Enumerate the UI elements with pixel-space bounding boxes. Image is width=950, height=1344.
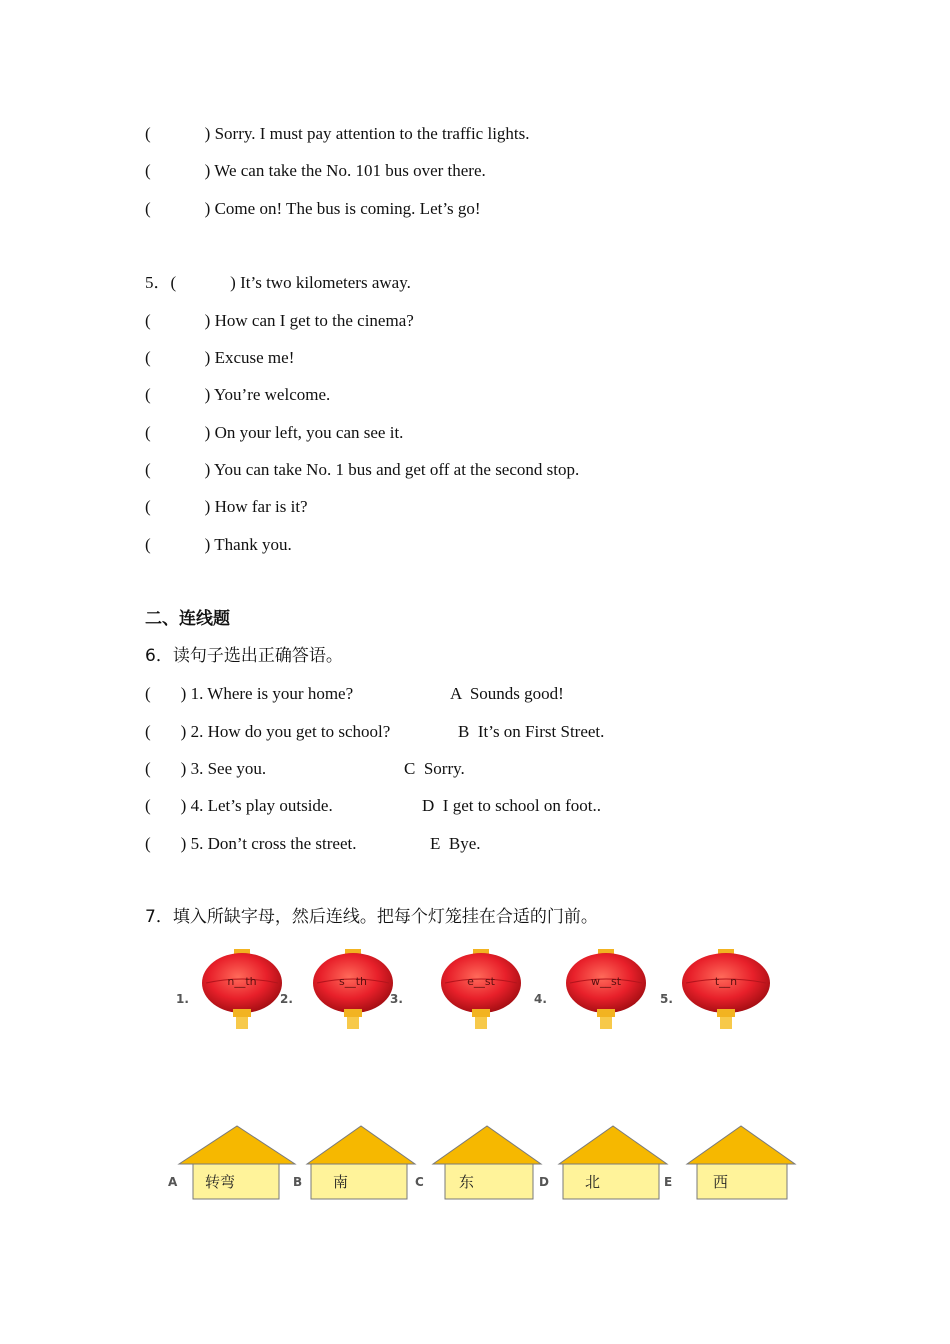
match-answer: B It’s on First Street. bbox=[458, 722, 605, 741]
house bbox=[433, 1126, 541, 1199]
lantern bbox=[441, 949, 521, 1029]
lantern bbox=[313, 949, 393, 1029]
sentence-line: ( ) How far is it? bbox=[145, 497, 308, 516]
house-letter: D bbox=[539, 1175, 549, 1189]
house bbox=[687, 1126, 795, 1199]
lantern-number: 3. bbox=[390, 992, 403, 1006]
match-answer: A Sounds good! bbox=[450, 684, 564, 703]
sentence-line: ( ) Come on! The bus is coming. Let’s go! bbox=[145, 199, 481, 218]
section-title: 二、连线题 bbox=[145, 609, 230, 629]
lantern-word: e__st bbox=[467, 975, 495, 988]
match-question: ( ) 4. Let’s play outside. bbox=[145, 796, 333, 815]
sentence-line: ( ) Excuse me! bbox=[145, 348, 295, 367]
lantern-word: w__st bbox=[590, 975, 622, 988]
house-label: 北 bbox=[585, 1173, 601, 1191]
house-letter: E bbox=[664, 1175, 673, 1189]
q6-instruction: 6．读句子选出正确答语。 bbox=[145, 646, 343, 666]
sentence-line: ( ) Sorry. I must pay attention to the traffic lights. bbox=[145, 124, 530, 143]
sentence-line: ( ) You can take No. 1 bus and get off at the second stop. bbox=[145, 460, 580, 479]
house-label: 转弯 bbox=[205, 1173, 236, 1191]
lantern-word: t__n bbox=[714, 975, 738, 988]
house-label: 西 bbox=[713, 1173, 729, 1191]
match-answer: D I get to school on foot.. bbox=[422, 796, 601, 815]
sentence-line: ( ) On your left, you can see it. bbox=[145, 423, 404, 442]
lantern bbox=[682, 949, 770, 1029]
house-letter: A bbox=[168, 1175, 178, 1189]
lantern-word: n__th bbox=[227, 975, 257, 988]
houses-row bbox=[175, 1124, 805, 1206]
match-question: ( ) 1. Where is your home? bbox=[145, 684, 354, 703]
sentence-line: ( ) You’re welcome. bbox=[145, 385, 331, 404]
house-label: 东 bbox=[459, 1173, 475, 1191]
match-question: ( ) 5. Don’t cross the street. bbox=[145, 834, 357, 853]
house bbox=[179, 1126, 295, 1199]
lantern bbox=[202, 949, 282, 1029]
lantern-number: 1. bbox=[176, 992, 189, 1006]
lantern-word: s__th bbox=[338, 975, 368, 988]
house-letter: C bbox=[415, 1175, 424, 1189]
match-answer: E Bye. bbox=[430, 834, 481, 853]
match-answer: C Sorry. bbox=[404, 759, 465, 778]
house-letter: B bbox=[293, 1175, 303, 1189]
lantern-number: 2. bbox=[280, 992, 293, 1006]
lantern-number: 5. bbox=[660, 992, 673, 1006]
house bbox=[307, 1126, 415, 1199]
q5-first-line: 5．( ) It’s two kilometers away. bbox=[145, 273, 411, 292]
match-question: ( ) 2. How do you get to school? bbox=[145, 722, 391, 741]
lanterns-row bbox=[190, 945, 790, 1035]
match-question: ( ) 3. See you. bbox=[145, 759, 267, 778]
lantern bbox=[566, 949, 646, 1029]
sentence-line: ( ) Thank you. bbox=[145, 535, 292, 554]
sentence-line: ( ) We can take the No. 101 bus over there. bbox=[145, 161, 486, 180]
house bbox=[559, 1126, 667, 1199]
house-label: 南 bbox=[333, 1173, 349, 1191]
sentence-line: ( ) How can I get to the cinema? bbox=[145, 311, 414, 330]
q7-instruction: 7．填入所缺字母，然后连线。把每个灯笼挂在合适的门前。 bbox=[145, 907, 598, 927]
lantern-number: 4. bbox=[534, 992, 547, 1006]
